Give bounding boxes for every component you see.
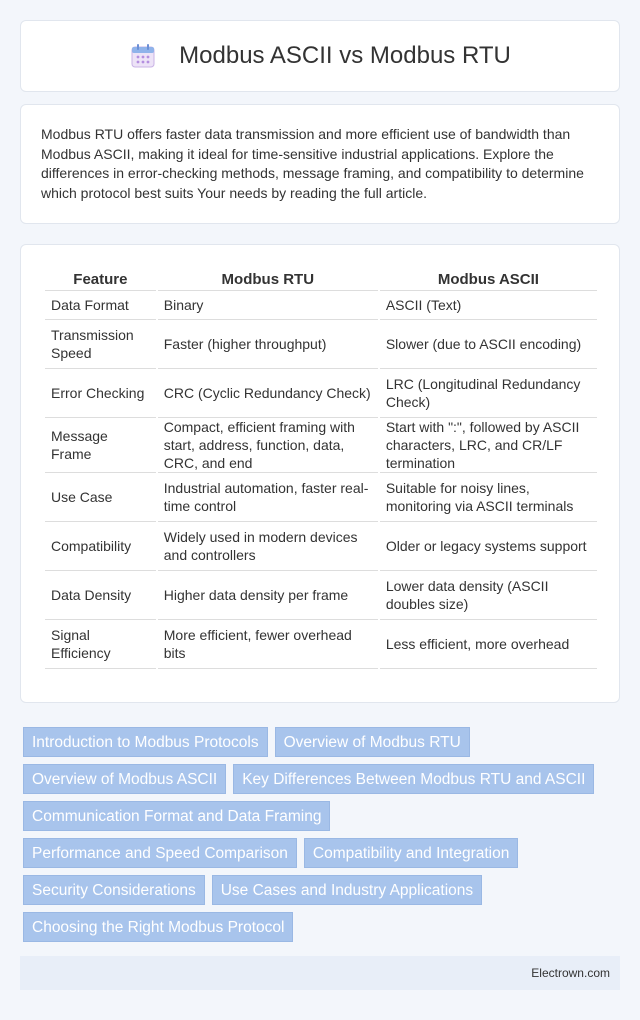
comparison-table-card: [20, 244, 620, 703]
ascii-cell: Suitable for noisy lines, monitoring via ASCII terminals: [380, 473, 597, 522]
comparison-table: [43, 263, 599, 669]
header-modbus-rtu: Modbus RTU: [158, 263, 378, 291]
header-modbus-ascii: Modbus ASCII: [380, 263, 597, 291]
table-row: [45, 291, 597, 320]
tag-row: [23, 764, 623, 794]
feature-cell: Compatibility: [45, 522, 156, 571]
rtu-cell: CRC (Cyclic Redundancy Check): [158, 369, 378, 418]
tag-row: [23, 875, 623, 905]
feature-cell: Error Checking: [45, 369, 156, 418]
rtu-cell: Compact, efficient framing with start, address, function, data, CRC, and end: [158, 418, 378, 473]
rtu-cell: Binary: [158, 291, 378, 320]
footer-site: Electrown.com: [531, 966, 610, 980]
intro-card: [20, 104, 620, 224]
tag-row: [23, 912, 623, 942]
topic-tags: [23, 727, 623, 949]
page-title: Modbus ASCII vs Modbus RTU: [179, 42, 511, 69]
table-row: [45, 369, 597, 418]
ascii-cell: ASCII (Text): [380, 291, 597, 320]
feature-cell: Transmission Speed: [45, 320, 156, 369]
ascii-cell: Start with ":", followed by ASCII characters, LRC, and CR/LF termination: [380, 418, 597, 473]
tag-compatibility-and-integration[interactable]: Compatibility and Integration: [304, 838, 518, 868]
feature-cell: Signal Efficiency: [45, 620, 156, 669]
rtu-cell: Industrial automation, faster real-time control: [158, 473, 378, 522]
tag-row: [23, 838, 623, 868]
ascii-cell: Lower data density (ASCII doubles size): [380, 571, 597, 620]
rtu-cell: Faster (higher throughput): [158, 320, 378, 369]
ascii-cell: Older or legacy systems support: [380, 522, 597, 571]
table-row: [45, 620, 597, 669]
feature-cell: Data Format: [45, 291, 156, 320]
table-header-row: [45, 263, 597, 291]
table-row: [45, 320, 597, 369]
tag-overview-of-modbus-rtu[interactable]: Overview of Modbus RTU: [275, 727, 470, 757]
tag-performance-and-speed[interactable]: Performance and Speed Comparison: [23, 838, 297, 868]
intro-text: Modbus RTU offers faster data transmission and more efficient use of bandwidth than Modbus ASCII, making it ideal for time-sensitive industrial applications. Explore the differences in error-checking methods, message framing, and compatibility to determine which protocol best suits Your needs by reading the full article.: [41, 126, 584, 201]
header-feature: Feature: [45, 263, 156, 291]
tag-row: [23, 801, 623, 831]
feature-cell: Data Density: [45, 571, 156, 620]
tag-choosing-the-right-protocol[interactable]: Choosing the Right Modbus Protocol: [23, 912, 293, 942]
header-card: [20, 20, 620, 92]
tag-row: [23, 727, 623, 757]
tag-communication-format[interactable]: Communication Format and Data Framing: [23, 801, 330, 831]
table-row: [45, 571, 597, 620]
feature-cell: Use Case: [45, 473, 156, 522]
tag-introduction-to-modbus-protocols[interactable]: Introduction to Modbus Protocols: [23, 727, 268, 757]
ascii-cell: Slower (due to ASCII encoding): [380, 320, 597, 369]
rtu-cell: Higher data density per frame: [158, 571, 378, 620]
table-row: [45, 473, 597, 522]
ascii-cell: LRC (Longitudinal Redundancy Check): [380, 369, 597, 418]
tag-overview-of-modbus-ascii[interactable]: Overview of Modbus ASCII: [23, 764, 226, 794]
tag-key-differences[interactable]: Key Differences Between Modbus RTU and ASCII: [233, 764, 594, 794]
calendar-icon: [129, 42, 157, 70]
rtu-cell: More efficient, fewer overhead bits: [158, 620, 378, 669]
table-row: [45, 418, 597, 473]
table-row: [45, 522, 597, 571]
ascii-cell: Less efficient, more overhead: [380, 620, 597, 669]
rtu-cell: Widely used in modern devices and controllers: [158, 522, 378, 571]
tag-use-cases[interactable]: Use Cases and Industry Applications: [212, 875, 482, 905]
tag-security-considerations[interactable]: Security Considerations: [23, 875, 205, 905]
feature-cell: Message Frame: [45, 418, 156, 473]
footer: [20, 956, 620, 990]
